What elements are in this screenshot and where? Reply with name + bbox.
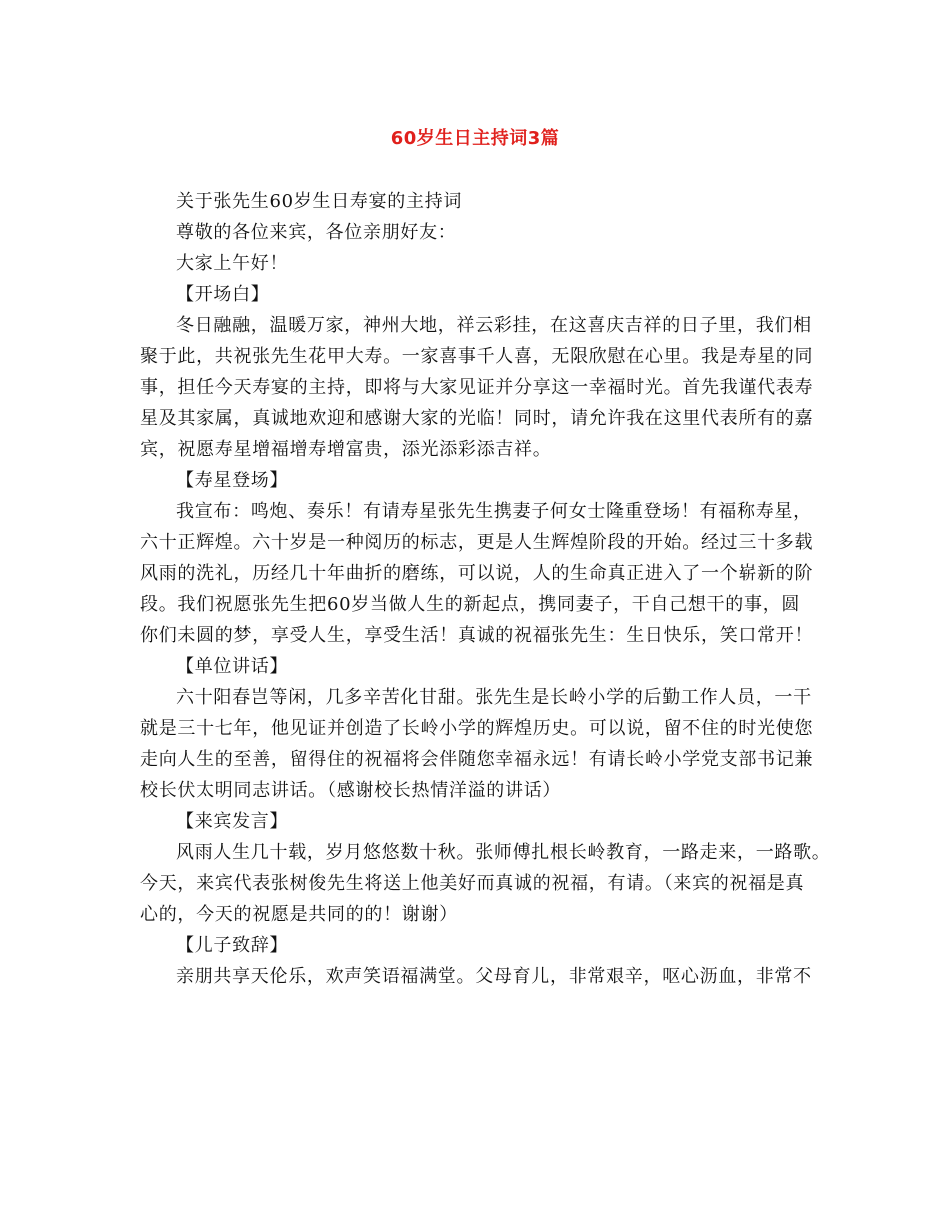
text-line: 聚于此，共祝张先生花甲大寿。一家喜事千人喜，无限欣慰在心里。我是寿星的同: [140, 346, 814, 367]
text-line: 今天，来宾代表张树俊先生将送上他美好而真诚的祝福，有请。（来宾的祝福是真: [140, 873, 805, 894]
text-line: 星及其家属，真诚地欢迎和感谢大家的光临！同时，请允许我在这里代表所有的嘉: [140, 408, 814, 429]
text-line: 就是三十七年，他见证并创造了长岭小学的辉煌历史。可以说，留不住的时光使您: [140, 718, 814, 739]
text-line: 【来宾发言】: [176, 811, 289, 832]
text-line: 六十阳春岂等闲，几多辛苦化甘甜。张先生是长岭小学的后勤工作人员，一干: [176, 687, 812, 708]
text-line: 段。我们祝愿张先生把60岁当做人生的新起点，携同妻子，干自己想干的事，圆: [140, 594, 801, 615]
text-line: 大家上午好！: [176, 253, 289, 274]
text-line: 走向人生的至善，留得住的祝福将会伴随您幸福永远！有请长岭小学党支部书记兼: [140, 749, 814, 770]
text-line: 宾，祝愿寿星增福增寿增富贵，添光添彩添吉祥。: [140, 439, 552, 460]
text-line: 【开场白】: [176, 284, 270, 305]
text-line: 关于张先生60岁生日寿宴的主持词: [176, 191, 463, 212]
text-line: 心的，今天的祝愿是共同的的！谢谢）: [140, 904, 458, 925]
text-line: 风雨的洗礼，历经几十年曲折的磨练，可以说，人的生命真正进入了一个崭新的阶: [140, 563, 814, 584]
text-line: 【儿子致辞】: [176, 935, 289, 956]
text-line: 尊敬的各位来宾，各位亲朋好友：: [176, 222, 457, 243]
document-body: [140, 186, 830, 992]
text-line: 校长伏太明同志讲话。（感谢校长热情洋溢的讲话）: [140, 780, 562, 801]
document-title: 60岁生日主持词3篇: [390, 128, 560, 149]
text-line: 冬日融融，温暖万家，神州大地，祥云彩挂，在这喜庆吉祥的日子里，我们相: [176, 315, 812, 336]
text-line: 你们未圆的梦，享受人生，享受生活！真诚的祝福张先生：生日快乐，笑口常开！: [140, 625, 814, 646]
text-line: 我宣布：鸣炮、奏乐！有请寿星张先生携妻子何女士隆重登场！有福称寿星，: [176, 501, 812, 522]
text-line: 【单位讲话】: [176, 656, 289, 677]
text-line: 【寿星登场】: [176, 470, 289, 491]
text-line: 风雨人生几十载，岁月悠悠数十秋。张师傅扎根长岭教育，一路走来，一路歌。: [176, 842, 831, 863]
text-line: 六十正辉煌。六十岁是一种阅历的标志，更是人生辉煌阶段的开始。经过三十多载: [140, 532, 814, 553]
text-line: 亲朋共享天伦乐，欢声笑语福满堂。父母育儿，非常艰辛，呕心沥血，非常不: [176, 966, 812, 987]
text-line: 事，担任今天寿宴的主持，即将与大家见证并分享这一幸福时光。首先我谨代表寿: [140, 377, 814, 398]
